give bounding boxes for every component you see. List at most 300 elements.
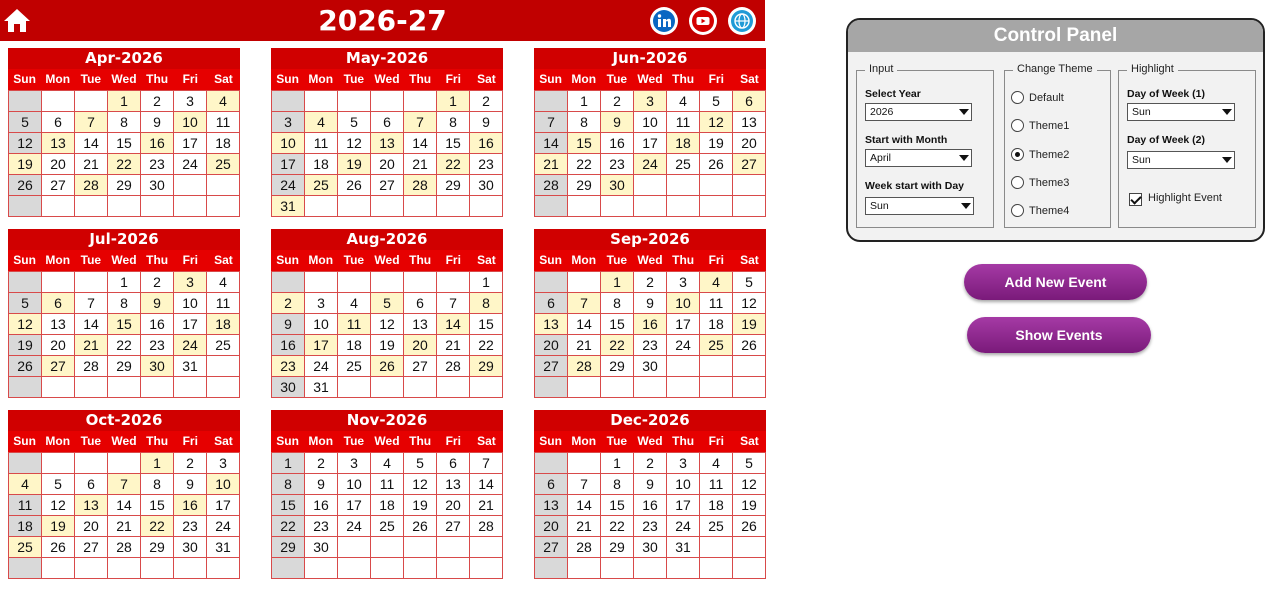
- day-cell[interactable]: [207, 558, 240, 579]
- day-cell[interactable]: 20: [75, 516, 108, 537]
- day-cell[interactable]: 22: [108, 335, 141, 356]
- day-cell[interactable]: 5: [404, 453, 437, 474]
- day-cell[interactable]: [207, 377, 240, 398]
- day-cell[interactable]: 9: [601, 112, 634, 133]
- day-cell[interactable]: 17: [338, 495, 371, 516]
- day-cell[interactable]: 16: [174, 495, 207, 516]
- day-cell[interactable]: 26: [9, 356, 42, 377]
- day-cell[interactable]: 12: [700, 112, 733, 133]
- day-cell[interactable]: 24: [634, 154, 667, 175]
- week-start-dropdown[interactable]: [865, 197, 974, 215]
- day-cell[interactable]: [733, 175, 766, 196]
- day-cell[interactable]: 19: [404, 495, 437, 516]
- day-cell[interactable]: 31: [207, 537, 240, 558]
- day-cell[interactable]: 1: [108, 272, 141, 293]
- day-cell[interactable]: 7: [535, 112, 568, 133]
- day-cell[interactable]: 9: [634, 474, 667, 495]
- day-cell[interactable]: 14: [437, 314, 470, 335]
- day-cell[interactable]: [568, 453, 601, 474]
- day-cell[interactable]: [371, 558, 404, 579]
- day-cell[interactable]: 20: [404, 335, 437, 356]
- day-cell[interactable]: 20: [371, 154, 404, 175]
- day-cell[interactable]: 3: [634, 91, 667, 112]
- day-cell[interactable]: [272, 558, 305, 579]
- day-cell[interactable]: [272, 272, 305, 293]
- day-cell[interactable]: 1: [568, 91, 601, 112]
- day-cell[interactable]: 13: [42, 314, 75, 335]
- day-cell[interactable]: 11: [305, 133, 338, 154]
- day-cell[interactable]: [108, 558, 141, 579]
- day-cell[interactable]: [371, 196, 404, 217]
- day-cell[interactable]: 23: [470, 154, 503, 175]
- day-cell[interactable]: [470, 377, 503, 398]
- day-cell[interactable]: 8: [108, 112, 141, 133]
- day-cell[interactable]: 4: [700, 272, 733, 293]
- day-cell[interactable]: 17: [272, 154, 305, 175]
- day-cell[interactable]: [437, 196, 470, 217]
- day-cell[interactable]: 9: [141, 293, 174, 314]
- day-cell[interactable]: 16: [634, 495, 667, 516]
- day-cell[interactable]: 12: [733, 474, 766, 495]
- day-cell[interactable]: [535, 272, 568, 293]
- day-cell[interactable]: [305, 272, 338, 293]
- day-cell[interactable]: [371, 91, 404, 112]
- day-cell[interactable]: 24: [305, 356, 338, 377]
- day-cell[interactable]: 26: [9, 175, 42, 196]
- day-cell[interactable]: 18: [700, 314, 733, 335]
- day-cell[interactable]: 12: [9, 133, 42, 154]
- day-cell[interactable]: 25: [9, 537, 42, 558]
- day-cell[interactable]: [141, 377, 174, 398]
- day-cell[interactable]: 6: [535, 474, 568, 495]
- day-cell[interactable]: 27: [42, 175, 75, 196]
- day-cell[interactable]: 14: [568, 314, 601, 335]
- day-cell[interactable]: 25: [338, 356, 371, 377]
- day-cell[interactable]: 12: [9, 314, 42, 335]
- day-cell[interactable]: 29: [272, 537, 305, 558]
- day-cell[interactable]: 15: [141, 495, 174, 516]
- day-cell[interactable]: 8: [568, 112, 601, 133]
- day-cell[interactable]: [305, 558, 338, 579]
- day-cell[interactable]: 22: [568, 154, 601, 175]
- day-cell[interactable]: 1: [437, 91, 470, 112]
- day-cell[interactable]: [634, 175, 667, 196]
- day-cell[interactable]: 17: [174, 133, 207, 154]
- day-cell[interactable]: [700, 356, 733, 377]
- day-cell[interactable]: 11: [700, 293, 733, 314]
- day-cell[interactable]: 1: [470, 272, 503, 293]
- day-cell[interactable]: 9: [470, 112, 503, 133]
- day-cell[interactable]: [141, 196, 174, 217]
- day-cell[interactable]: [371, 377, 404, 398]
- day-cell[interactable]: 18: [9, 516, 42, 537]
- day-cell[interactable]: 4: [338, 293, 371, 314]
- day-cell[interactable]: [700, 558, 733, 579]
- day-cell[interactable]: 4: [207, 272, 240, 293]
- day-cell[interactable]: 23: [141, 154, 174, 175]
- day-cell[interactable]: 19: [733, 314, 766, 335]
- day-cell[interactable]: 16: [470, 133, 503, 154]
- day-cell[interactable]: 26: [404, 516, 437, 537]
- day-cell[interactable]: 1: [601, 272, 634, 293]
- day-cell[interactable]: 9: [141, 112, 174, 133]
- day-cell[interactable]: 15: [272, 495, 305, 516]
- day-cell[interactable]: 24: [667, 516, 700, 537]
- day-cell[interactable]: 24: [207, 516, 240, 537]
- day-cell[interactable]: [305, 91, 338, 112]
- day-cell[interactable]: 21: [568, 335, 601, 356]
- day-cell[interactable]: 19: [42, 516, 75, 537]
- day-cell[interactable]: [75, 272, 108, 293]
- day-cell[interactable]: 23: [601, 154, 634, 175]
- day-cell[interactable]: 4: [207, 91, 240, 112]
- day-cell[interactable]: 29: [108, 356, 141, 377]
- day-cell[interactable]: 24: [272, 175, 305, 196]
- day-cell[interactable]: 29: [601, 356, 634, 377]
- day-cell[interactable]: 13: [42, 133, 75, 154]
- day-cell[interactable]: [700, 377, 733, 398]
- day-cell[interactable]: 30: [141, 356, 174, 377]
- day-cell[interactable]: 16: [141, 314, 174, 335]
- day-cell[interactable]: 23: [141, 335, 174, 356]
- day-cell[interactable]: 14: [108, 495, 141, 516]
- day-cell[interactable]: 24: [338, 516, 371, 537]
- day-cell[interactable]: [568, 558, 601, 579]
- day-cell[interactable]: 3: [305, 293, 338, 314]
- day-cell[interactable]: 15: [601, 314, 634, 335]
- day-cell[interactable]: 31: [305, 377, 338, 398]
- day-cell[interactable]: [338, 377, 371, 398]
- day-cell[interactable]: 1: [601, 453, 634, 474]
- day-cell[interactable]: 27: [42, 356, 75, 377]
- day-cell[interactable]: 29: [108, 175, 141, 196]
- day-cell[interactable]: [470, 537, 503, 558]
- day-cell[interactable]: 10: [667, 293, 700, 314]
- day-cell[interactable]: [733, 537, 766, 558]
- day-cell[interactable]: 5: [733, 453, 766, 474]
- day-cell[interactable]: 8: [601, 474, 634, 495]
- day-cell[interactable]: 10: [634, 112, 667, 133]
- day-cell[interactable]: [9, 453, 42, 474]
- day-cell[interactable]: [42, 377, 75, 398]
- day-cell[interactable]: [470, 558, 503, 579]
- day-cell[interactable]: 12: [371, 314, 404, 335]
- day-cell[interactable]: [535, 196, 568, 217]
- day-cell[interactable]: 6: [75, 474, 108, 495]
- day-cell[interactable]: [601, 558, 634, 579]
- day-cell[interactable]: 4: [371, 453, 404, 474]
- day-cell[interactable]: [207, 356, 240, 377]
- day-cell[interactable]: 2: [634, 272, 667, 293]
- day-cell[interactable]: 25: [667, 154, 700, 175]
- day-cell[interactable]: 26: [700, 154, 733, 175]
- day-cell[interactable]: [305, 196, 338, 217]
- day-cell[interactable]: 10: [338, 474, 371, 495]
- day-cell[interactable]: 30: [305, 537, 338, 558]
- day-cell[interactable]: 13: [404, 314, 437, 335]
- day-cell[interactable]: 27: [535, 356, 568, 377]
- day-cell[interactable]: 13: [371, 133, 404, 154]
- day-cell[interactable]: 5: [371, 293, 404, 314]
- day-cell[interactable]: 17: [634, 133, 667, 154]
- home-icon[interactable]: [2, 5, 32, 35]
- day-cell[interactable]: [108, 196, 141, 217]
- day-cell[interactable]: 19: [338, 154, 371, 175]
- day-cell[interactable]: 8: [601, 293, 634, 314]
- day-cell[interactable]: 27: [371, 175, 404, 196]
- day-cell[interactable]: 24: [667, 335, 700, 356]
- day-cell[interactable]: 22: [108, 154, 141, 175]
- day-cell[interactable]: [404, 91, 437, 112]
- day-cell[interactable]: 26: [733, 335, 766, 356]
- day-cell[interactable]: 3: [174, 272, 207, 293]
- day-cell[interactable]: 27: [437, 516, 470, 537]
- day-cell[interactable]: 24: [174, 335, 207, 356]
- day-cell[interactable]: 5: [9, 293, 42, 314]
- day-cell[interactable]: [667, 356, 700, 377]
- day-cell[interactable]: 14: [535, 133, 568, 154]
- day-cell[interactable]: [667, 377, 700, 398]
- day-cell[interactable]: 22: [601, 516, 634, 537]
- day-cell[interactable]: 2: [305, 453, 338, 474]
- day-cell[interactable]: 23: [272, 356, 305, 377]
- day-cell[interactable]: 21: [568, 516, 601, 537]
- day-cell[interactable]: [700, 175, 733, 196]
- day-cell[interactable]: 1: [108, 91, 141, 112]
- day-cell[interactable]: [535, 558, 568, 579]
- day-cell[interactable]: 18: [338, 335, 371, 356]
- day-cell[interactable]: 6: [535, 293, 568, 314]
- day-cell[interactable]: 18: [207, 314, 240, 335]
- day-cell[interactable]: 15: [108, 314, 141, 335]
- day-cell[interactable]: 21: [437, 335, 470, 356]
- day-cell[interactable]: [535, 377, 568, 398]
- day-cell[interactable]: [404, 537, 437, 558]
- day-cell[interactable]: 25: [700, 335, 733, 356]
- day-cell[interactable]: 30: [174, 537, 207, 558]
- day-cell[interactable]: 29: [437, 175, 470, 196]
- day-cell[interactable]: [42, 91, 75, 112]
- day-cell[interactable]: 1: [141, 453, 174, 474]
- day-cell[interactable]: 31: [272, 196, 305, 217]
- day-cell[interactable]: 20: [42, 154, 75, 175]
- day-cell[interactable]: 12: [733, 293, 766, 314]
- day-cell[interactable]: 6: [371, 112, 404, 133]
- day-cell[interactable]: [108, 377, 141, 398]
- day-cell[interactable]: 22: [272, 516, 305, 537]
- day-cell[interactable]: [9, 91, 42, 112]
- day-cell[interactable]: 23: [174, 516, 207, 537]
- day-cell[interactable]: 10: [207, 474, 240, 495]
- day-cell[interactable]: 14: [75, 314, 108, 335]
- day-cell[interactable]: 19: [371, 335, 404, 356]
- day-cell[interactable]: [9, 272, 42, 293]
- day-cell[interactable]: 7: [470, 453, 503, 474]
- day-cell[interactable]: [667, 196, 700, 217]
- day-cell[interactable]: 16: [634, 314, 667, 335]
- day-cell[interactable]: 11: [700, 474, 733, 495]
- day-cell[interactable]: [338, 196, 371, 217]
- day-cell[interactable]: 20: [535, 516, 568, 537]
- day-cell[interactable]: 28: [75, 175, 108, 196]
- day-cell[interactable]: 28: [568, 537, 601, 558]
- day-cell[interactable]: 11: [207, 293, 240, 314]
- show-events-button[interactable]: Show Events: [967, 317, 1151, 353]
- day-cell[interactable]: [75, 196, 108, 217]
- day-cell[interactable]: 28: [404, 175, 437, 196]
- day-cell[interactable]: [141, 558, 174, 579]
- day-cell[interactable]: 15: [601, 495, 634, 516]
- day-cell[interactable]: 20: [733, 133, 766, 154]
- day-cell[interactable]: [42, 453, 75, 474]
- day-cell[interactable]: 7: [108, 474, 141, 495]
- day-cell[interactable]: 7: [437, 293, 470, 314]
- day-cell[interactable]: 9: [305, 474, 338, 495]
- day-cell[interactable]: 2: [272, 293, 305, 314]
- day-cell[interactable]: 25: [207, 154, 240, 175]
- day-cell[interactable]: [404, 272, 437, 293]
- day-cell[interactable]: [174, 558, 207, 579]
- day-cell[interactable]: 20: [437, 495, 470, 516]
- day-cell[interactable]: 28: [568, 356, 601, 377]
- day-cell[interactable]: 17: [305, 335, 338, 356]
- day-cell[interactable]: 9: [272, 314, 305, 335]
- day-cell[interactable]: [437, 272, 470, 293]
- day-cell[interactable]: 1: [272, 453, 305, 474]
- day-cell[interactable]: 15: [437, 133, 470, 154]
- day-cell[interactable]: 12: [338, 133, 371, 154]
- day-cell[interactable]: 11: [667, 112, 700, 133]
- day-cell[interactable]: [338, 558, 371, 579]
- day-cell[interactable]: [75, 558, 108, 579]
- day-cell[interactable]: 17: [667, 495, 700, 516]
- day-cell[interactable]: 11: [9, 495, 42, 516]
- day-cell[interactable]: 23: [634, 335, 667, 356]
- day-cell[interactable]: 29: [470, 356, 503, 377]
- day-cell[interactable]: 18: [305, 154, 338, 175]
- day-cell[interactable]: 2: [141, 91, 174, 112]
- day-cell[interactable]: [437, 377, 470, 398]
- day-cell[interactable]: 28: [535, 175, 568, 196]
- day-cell[interactable]: 15: [568, 133, 601, 154]
- day-cell[interactable]: 2: [634, 453, 667, 474]
- day-cell[interactable]: 23: [305, 516, 338, 537]
- day-cell[interactable]: 3: [667, 272, 700, 293]
- day-cell[interactable]: [733, 196, 766, 217]
- day-cell[interactable]: 26: [42, 537, 75, 558]
- day-cell[interactable]: 26: [733, 516, 766, 537]
- day-cell[interactable]: 27: [404, 356, 437, 377]
- day-cell[interactable]: 5: [42, 474, 75, 495]
- day-cell[interactable]: [9, 196, 42, 217]
- day-cell[interactable]: [437, 537, 470, 558]
- day-cell[interactable]: [535, 91, 568, 112]
- day-cell[interactable]: 20: [42, 335, 75, 356]
- day-cell[interactable]: [9, 558, 42, 579]
- day-cell[interactable]: [75, 377, 108, 398]
- day-cell[interactable]: [568, 272, 601, 293]
- day-cell[interactable]: 28: [437, 356, 470, 377]
- day-cell[interactable]: [667, 558, 700, 579]
- day-cell[interactable]: [733, 377, 766, 398]
- day-cell[interactable]: 16: [305, 495, 338, 516]
- day-cell[interactable]: 21: [108, 516, 141, 537]
- day-cell[interactable]: [404, 558, 437, 579]
- day-cell[interactable]: 2: [174, 453, 207, 474]
- day-cell[interactable]: 17: [667, 314, 700, 335]
- day-cell[interactable]: [634, 558, 667, 579]
- day-cell[interactable]: 14: [75, 133, 108, 154]
- day-cell[interactable]: 30: [634, 356, 667, 377]
- day-cell[interactable]: [75, 91, 108, 112]
- day-cell[interactable]: 4: [9, 474, 42, 495]
- day-cell[interactable]: 6: [42, 293, 75, 314]
- day-cell[interactable]: 24: [174, 154, 207, 175]
- day-cell[interactable]: 30: [272, 377, 305, 398]
- day-cell[interactable]: 3: [174, 91, 207, 112]
- day-cell[interactable]: 21: [75, 154, 108, 175]
- day-cell[interactable]: 2: [141, 272, 174, 293]
- day-cell[interactable]: 12: [42, 495, 75, 516]
- day-cell[interactable]: 30: [634, 537, 667, 558]
- dow1-dropdown[interactable]: [1127, 103, 1235, 121]
- day-cell[interactable]: 7: [568, 474, 601, 495]
- day-cell[interactable]: [700, 196, 733, 217]
- day-cell[interactable]: 10: [272, 133, 305, 154]
- day-cell[interactable]: 14: [568, 495, 601, 516]
- day-cell[interactable]: 18: [667, 133, 700, 154]
- select-year-dropdown[interactable]: [865, 103, 972, 121]
- day-cell[interactable]: 19: [733, 495, 766, 516]
- day-cell[interactable]: [404, 377, 437, 398]
- day-cell[interactable]: 13: [535, 495, 568, 516]
- day-cell[interactable]: 8: [141, 474, 174, 495]
- day-cell[interactable]: 18: [371, 495, 404, 516]
- youtube-icon[interactable]: [689, 7, 717, 35]
- day-cell[interactable]: 4: [667, 91, 700, 112]
- day-cell[interactable]: 19: [9, 154, 42, 175]
- day-cell[interactable]: 2: [601, 91, 634, 112]
- day-cell[interactable]: 11: [338, 314, 371, 335]
- day-cell[interactable]: [601, 377, 634, 398]
- day-cell[interactable]: 25: [207, 335, 240, 356]
- day-cell[interactable]: 3: [272, 112, 305, 133]
- day-cell[interactable]: [174, 196, 207, 217]
- day-cell[interactable]: 29: [601, 537, 634, 558]
- day-cell[interactable]: 11: [207, 112, 240, 133]
- day-cell[interactable]: 19: [700, 133, 733, 154]
- day-cell[interactable]: [207, 196, 240, 217]
- day-cell[interactable]: 27: [535, 537, 568, 558]
- day-cell[interactable]: [207, 175, 240, 196]
- day-cell[interactable]: 22: [601, 335, 634, 356]
- day-cell[interactable]: [470, 196, 503, 217]
- day-cell[interactable]: 10: [174, 293, 207, 314]
- start-month-dropdown[interactable]: [865, 149, 972, 167]
- day-cell[interactable]: 21: [470, 495, 503, 516]
- day-cell[interactable]: 26: [338, 175, 371, 196]
- day-cell[interactable]: [174, 175, 207, 196]
- day-cell[interactable]: [568, 196, 601, 217]
- day-cell[interactable]: 20: [535, 335, 568, 356]
- day-cell[interactable]: 9: [174, 474, 207, 495]
- day-cell[interactable]: 30: [601, 175, 634, 196]
- day-cell[interactable]: 5: [9, 112, 42, 133]
- day-cell[interactable]: [568, 377, 601, 398]
- day-cell[interactable]: 18: [700, 495, 733, 516]
- day-cell[interactable]: 15: [108, 133, 141, 154]
- day-cell[interactable]: [338, 272, 371, 293]
